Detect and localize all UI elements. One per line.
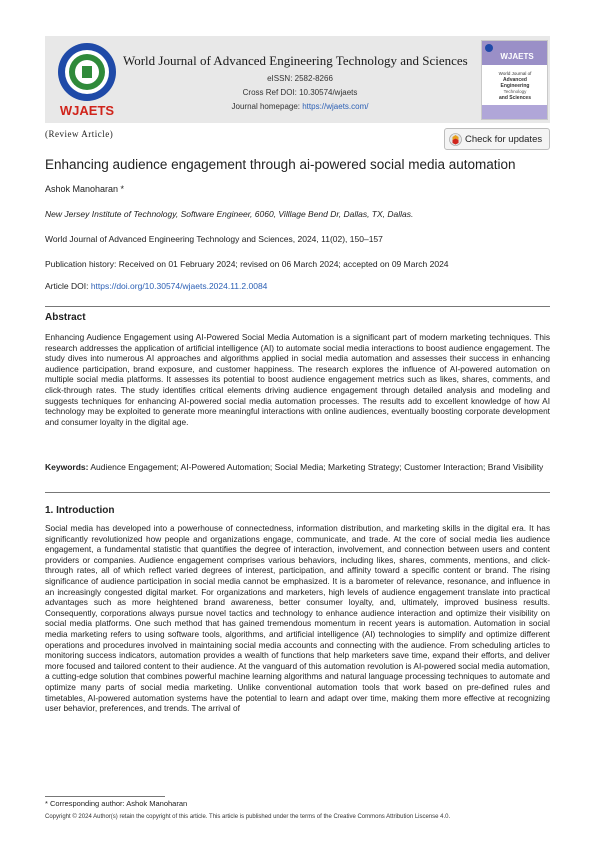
author: Ashok Manoharan * <box>45 184 125 194</box>
svg-text:Engineering: Engineering <box>500 83 530 89</box>
divider <box>45 492 550 493</box>
keywords-text: Audience Engagement; AI-Powered Automation; Social Media; Marketing Strategy; Customer Interaction; Brand Visibility <box>88 462 544 472</box>
abstract-text: Enhancing Audience Engagement using AI-Powered Social Media Automation is a significant part of modern marketing techniques. This research addresses the application of artificial intelligence (AI) to automate social media interactions to boost audience engagement. The study dives into numerous AI approaches and algorithms applied in social media automation and assesses their success in enhancing audience participation, brand exposure, and customer happiness. The research explores the influence of AI-powered automation on multiple social media platforms. It assesses its potential to boost audience engagement metrics such as likes, shares, comments, and click-through rates. The study identifies critical elements driving audience engagement through detailed analysis and modeling and suggests techniques for enhancing AI-powered social media automation processes. The results add to excellent knowledge of how AI technology may be exploited to generate more meaningful interactions with online audiences, eventually boosting corporate development and consumer loyalty in the digital age. <box>45 332 550 427</box>
keywords-label: Keywords: <box>45 462 89 472</box>
homepage-label: Journal homepage: <box>231 102 303 111</box>
svg-text:WJAETS: WJAETS <box>59 103 115 118</box>
svg-text:WJAETS: WJAETS <box>500 52 534 61</box>
introduction-text: Social media has developed into a powerhouse of connectedness, information distribution, and marketing skills in the digital era. It has significantly revolutionized how people and organizations engage, communicate, and trade. At the core of social media lies audience engagement, a fundamental statistic that quantifies the degree of interaction, involvement, and connection between users and content providers or companies. Audience engagement comprises various behaviors, including likes, shares, comments, mentions, and click-through rates, all of which reflect varied degrees of interest, participation, and affinity toward a specific content or brand. The rising significance of audience participation in social media cannot be emphasized. It is a barometer of relevance, resonance, and influence in an increasingly congested digital market. For organizations and marketers, high levels of audience engagement translate into practical advantages such as more heightened brand awareness, better consumer loyalty, and, ultimately, improved business results. Consequently, corporations always pursue novel tactics and technology to enhance audience interaction and optimize their visibility on social media platforms. One such method that has gained tremendous momentum in recent years is automation. Automation in social media marketing refers to using software tools, algorithms, and artificial intelligence (AI) technologies to simplify and optimize different operations and procedures involved in maintaining social media accounts and connecting with the audience. From scheduling articles to monitoring success indicators, automation provides a wealth of functions that help marketers save time, expand their efforts, and deliver more focused and tailored content to their audience. At the vanguard of this automation revolution is AI-powered social media automation, a cutting-edge solution that combines powerful machine learning algorithms and natural language processing techniques to automate and optimize many parts of social media marketing. Unlike conventional automation tools that work based on pre-defined rules and timetables, AI-powered automation systems have the potential to learn and adapt over time, making them more effective at recognizing user behavior, preferences, and trends. The arrival of <box>45 523 550 714</box>
copyright-notice: Copyright © 2024 Author(s) retain the copyright of this article. This article is published under the terms of the Creative Commons Attribution Liscense 4.0. <box>45 814 451 820</box>
citation: World Journal of Advanced Engineering Technology and Sciences, 2024, 11(02), 150–157 <box>45 234 383 244</box>
footnote-divider <box>45 796 165 797</box>
journal-logo <box>52 40 122 120</box>
divider <box>45 306 550 307</box>
check-updates-label: Check for updates <box>465 134 543 145</box>
check-for-updates-button[interactable] <box>444 128 550 150</box>
homepage-link[interactable]: https://wjaets.com/ <box>302 102 369 111</box>
journal-title: World Journal of Advanced Engineering Technology and Sciences <box>123 53 468 68</box>
corresponding-author: * Corresponding author: Ashok Manoharan <box>45 799 188 808</box>
crossref-doi: Cross Ref DOI: 10.30574/wjaets <box>242 88 358 97</box>
keywords <box>45 462 550 473</box>
section-heading-introduction: 1. Introduction <box>45 505 115 516</box>
paper-title: Enhancing audience engagement through ai-powered social media automation <box>45 157 516 172</box>
svg-text:Advanced: Advanced <box>503 77 527 83</box>
article-doi <box>45 281 267 291</box>
svg-text:and Sciences: and Sciences <box>499 95 531 101</box>
journal-homepage <box>200 102 400 111</box>
doi-link[interactable]: https://doi.org/10.30574/wjaets.2024.11.2.0084 <box>90 281 268 291</box>
svg-text:Technology: Technology <box>503 89 527 94</box>
doi-label: Article DOI: <box>45 281 91 291</box>
svg-text:World Journal of: World Journal of <box>498 71 532 76</box>
article-type: (Review Article) <box>45 129 114 139</box>
journal-cover-thumbnail <box>481 40 548 120</box>
abstract-heading: Abstract <box>45 312 86 323</box>
eissn: eISSN: 2582-8266 <box>267 74 333 83</box>
check-updates-icon <box>449 133 462 151</box>
publication-history: Publication history: Received on 01 February 2024; revised on 06 March 2024; accepted on 09 March 2024 <box>45 259 449 269</box>
affiliation: New Jersey Institute of Technology, Software Engineer, 6060, Villlage Bend Dr, Dallas, TX, Dallas. <box>45 209 414 219</box>
